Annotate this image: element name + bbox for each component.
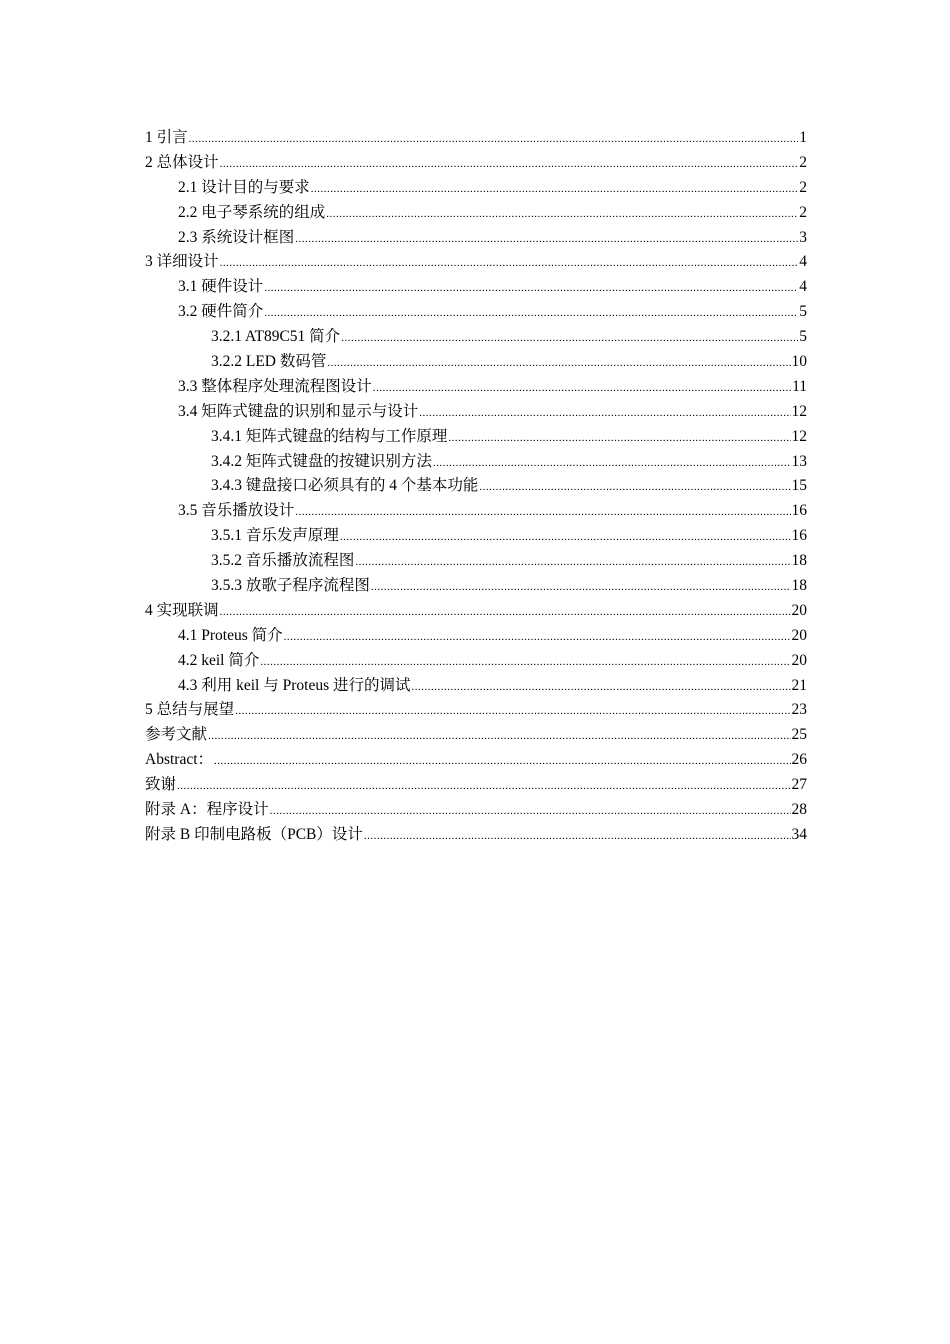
toc-dot-leader xyxy=(264,276,798,301)
toc-entry-title: 3.4.1 矩阵式键盘的结构与工作原理 xyxy=(211,427,448,445)
toc-entry-page-number: 2 xyxy=(799,178,807,196)
toc-dot-leader xyxy=(177,774,790,799)
toc-entry-page-number: 13 xyxy=(791,452,807,470)
toc-dot-leader xyxy=(412,675,791,700)
toc-entry-page-number: 15 xyxy=(791,477,807,495)
toc-entry-page-number: 28 xyxy=(791,801,807,819)
toc-dot-leader xyxy=(220,152,799,177)
toc-entry-page-number: 21 xyxy=(791,676,807,694)
toc-entry-title: 2.1 设计目的与要求 xyxy=(178,178,310,196)
toc-entry-page-number: 25 xyxy=(791,726,807,744)
toc-entry-title: 3.5.3 放歌子程序流程图 xyxy=(211,577,370,595)
toc-dot-leader xyxy=(264,301,798,326)
toc-entry[interactable] xyxy=(145,151,807,176)
toc-dot-leader xyxy=(355,550,790,575)
toc-entry[interactable] xyxy=(145,524,807,549)
toc-entry-page-number: 23 xyxy=(791,701,807,719)
toc-entry-page-number: 18 xyxy=(791,577,807,595)
toc-dot-leader xyxy=(326,202,798,227)
toc-dot-leader xyxy=(284,625,791,650)
toc-entry-title: 3.5 音乐播放设计 xyxy=(178,502,295,520)
toc-entry[interactable] xyxy=(145,823,807,848)
toc-entry-title: Abstract： xyxy=(145,751,214,769)
toc-entry[interactable] xyxy=(145,425,807,450)
toc-dot-leader xyxy=(340,525,791,550)
toc-entry[interactable] xyxy=(145,574,807,599)
toc-dot-leader xyxy=(295,500,790,525)
toc-entry[interactable] xyxy=(145,300,807,325)
toc-entry-page-number: 3 xyxy=(799,228,807,246)
toc-entry-title: 附录 A：程序设计 xyxy=(145,801,269,819)
toc-entry-page-number: 16 xyxy=(791,527,807,545)
toc-entry-page-number: 2 xyxy=(799,203,807,221)
toc-dot-leader xyxy=(270,799,791,824)
toc-dot-leader xyxy=(341,326,798,351)
toc-entry-page-number: 11 xyxy=(792,377,807,395)
toc-entry[interactable] xyxy=(145,698,807,723)
table-of-contents xyxy=(145,126,807,848)
toc-entry[interactable] xyxy=(145,599,807,624)
toc-entry[interactable] xyxy=(145,549,807,574)
toc-entry[interactable] xyxy=(145,250,807,275)
toc-entry-page-number: 12 xyxy=(791,402,807,420)
toc-dot-leader xyxy=(448,426,790,451)
toc-entry-title: 3 详细设计 xyxy=(145,253,219,271)
toc-entry-title: 1 引言 xyxy=(145,129,188,146)
toc-entry-page-number: 26 xyxy=(791,751,807,769)
toc-entry[interactable] xyxy=(145,126,807,151)
toc-entry[interactable] xyxy=(145,400,807,425)
toc-entry-page-number: 5 xyxy=(799,303,807,321)
toc-dot-leader xyxy=(311,177,798,202)
toc-entry-title: 致谢 xyxy=(145,776,177,794)
toc-entry-page-number: 5 xyxy=(799,328,807,346)
toc-dot-leader xyxy=(235,699,790,724)
toc-entry[interactable] xyxy=(145,624,807,649)
toc-entry-page-number: 20 xyxy=(791,626,807,644)
toc-dot-leader xyxy=(364,824,791,849)
toc-entry-title: 3.2 硬件简介 xyxy=(178,303,264,321)
toc-entry-page-number: 34 xyxy=(791,825,807,843)
toc-entry[interactable] xyxy=(145,201,807,226)
toc-entry-title: 3.1 硬件设计 xyxy=(178,278,264,296)
toc-entry-title: 3.2.1 AT89C51 简介 xyxy=(211,328,341,346)
toc-entry-page-number: 1 xyxy=(799,129,807,146)
toc-entry-title: 3.5.1 音乐发声原理 xyxy=(211,527,339,545)
toc-entry-page-number: 4 xyxy=(799,278,807,296)
toc-entry-title: 参考文献 xyxy=(145,726,208,744)
toc-dot-leader xyxy=(373,376,791,401)
toc-entry-page-number: 16 xyxy=(791,502,807,520)
toc-entry-page-number: 18 xyxy=(791,552,807,570)
toc-dot-leader xyxy=(260,650,790,675)
toc-entry[interactable] xyxy=(145,176,807,201)
toc-dot-leader xyxy=(419,401,790,426)
toc-entry[interactable] xyxy=(145,375,807,400)
toc-entry[interactable] xyxy=(145,226,807,251)
toc-entry-title: 2.3 系统设计框图 xyxy=(178,228,295,246)
toc-entry-page-number: 10 xyxy=(791,353,807,371)
toc-entry[interactable] xyxy=(145,325,807,350)
toc-dot-leader xyxy=(189,127,799,152)
toc-dot-leader xyxy=(327,351,790,376)
toc-entry[interactable] xyxy=(145,723,807,748)
toc-dot-leader xyxy=(208,724,790,749)
toc-entry-title: 2 总体设计 xyxy=(145,153,219,171)
toc-entry-title: 附录 B 印制电路板（PCB）设计 xyxy=(145,825,363,843)
toc-entry[interactable] xyxy=(145,350,807,375)
toc-entry[interactable] xyxy=(145,773,807,798)
toc-entry-title: 3.4.3 键盘接口必须具有的 4 个基本功能 xyxy=(211,477,479,495)
toc-entry-page-number: 4 xyxy=(799,253,807,271)
toc-entry[interactable] xyxy=(145,674,807,699)
toc-entry[interactable] xyxy=(145,275,807,300)
toc-entry-title: 4.3 利用 keil 与 Proteus 进行的调试 xyxy=(178,676,411,694)
toc-entry-title: 3.4 矩阵式键盘的识别和显示与设计 xyxy=(178,402,419,420)
toc-entry[interactable] xyxy=(145,474,807,499)
toc-dot-leader xyxy=(214,749,790,774)
toc-entry-title: 5 总结与展望 xyxy=(145,701,235,719)
toc-entry[interactable] xyxy=(145,748,807,773)
toc-entry-title: 4.1 Proteus 简介 xyxy=(178,626,283,644)
toc-dot-leader xyxy=(220,251,799,276)
toc-entry[interactable] xyxy=(145,649,807,674)
toc-entry-page-number: 20 xyxy=(791,651,807,669)
toc-entry-title: 2.2 电子琴系统的组成 xyxy=(178,203,326,221)
toc-entry-title: 3.5.2 音乐播放流程图 xyxy=(211,552,355,570)
toc-entry-page-number: 20 xyxy=(791,601,807,619)
toc-entry-title: 3.3 整体程序处理流程图设计 xyxy=(178,377,372,395)
toc-entry-title: 4 实现联调 xyxy=(145,601,219,619)
toc-entry-title: 3.2.2 LED 数码管 xyxy=(211,353,327,371)
toc-dot-leader xyxy=(479,475,790,500)
toc-dot-leader xyxy=(371,575,791,600)
toc-dot-leader xyxy=(220,600,791,625)
toc-entry-page-number: 27 xyxy=(791,776,807,794)
toc-dot-leader xyxy=(433,451,791,476)
toc-entry-page-number: 12 xyxy=(791,427,807,445)
toc-entry[interactable] xyxy=(145,798,807,823)
toc-dot-leader xyxy=(295,227,798,252)
toc-entry-page-number: 2 xyxy=(799,153,807,171)
toc-entry-title: 3.4.2 矩阵式键盘的按键识别方法 xyxy=(211,452,432,470)
toc-entry[interactable] xyxy=(145,499,807,524)
toc-entry-title: 4.2 keil 简介 xyxy=(178,651,260,669)
toc-entry[interactable] xyxy=(145,450,807,475)
